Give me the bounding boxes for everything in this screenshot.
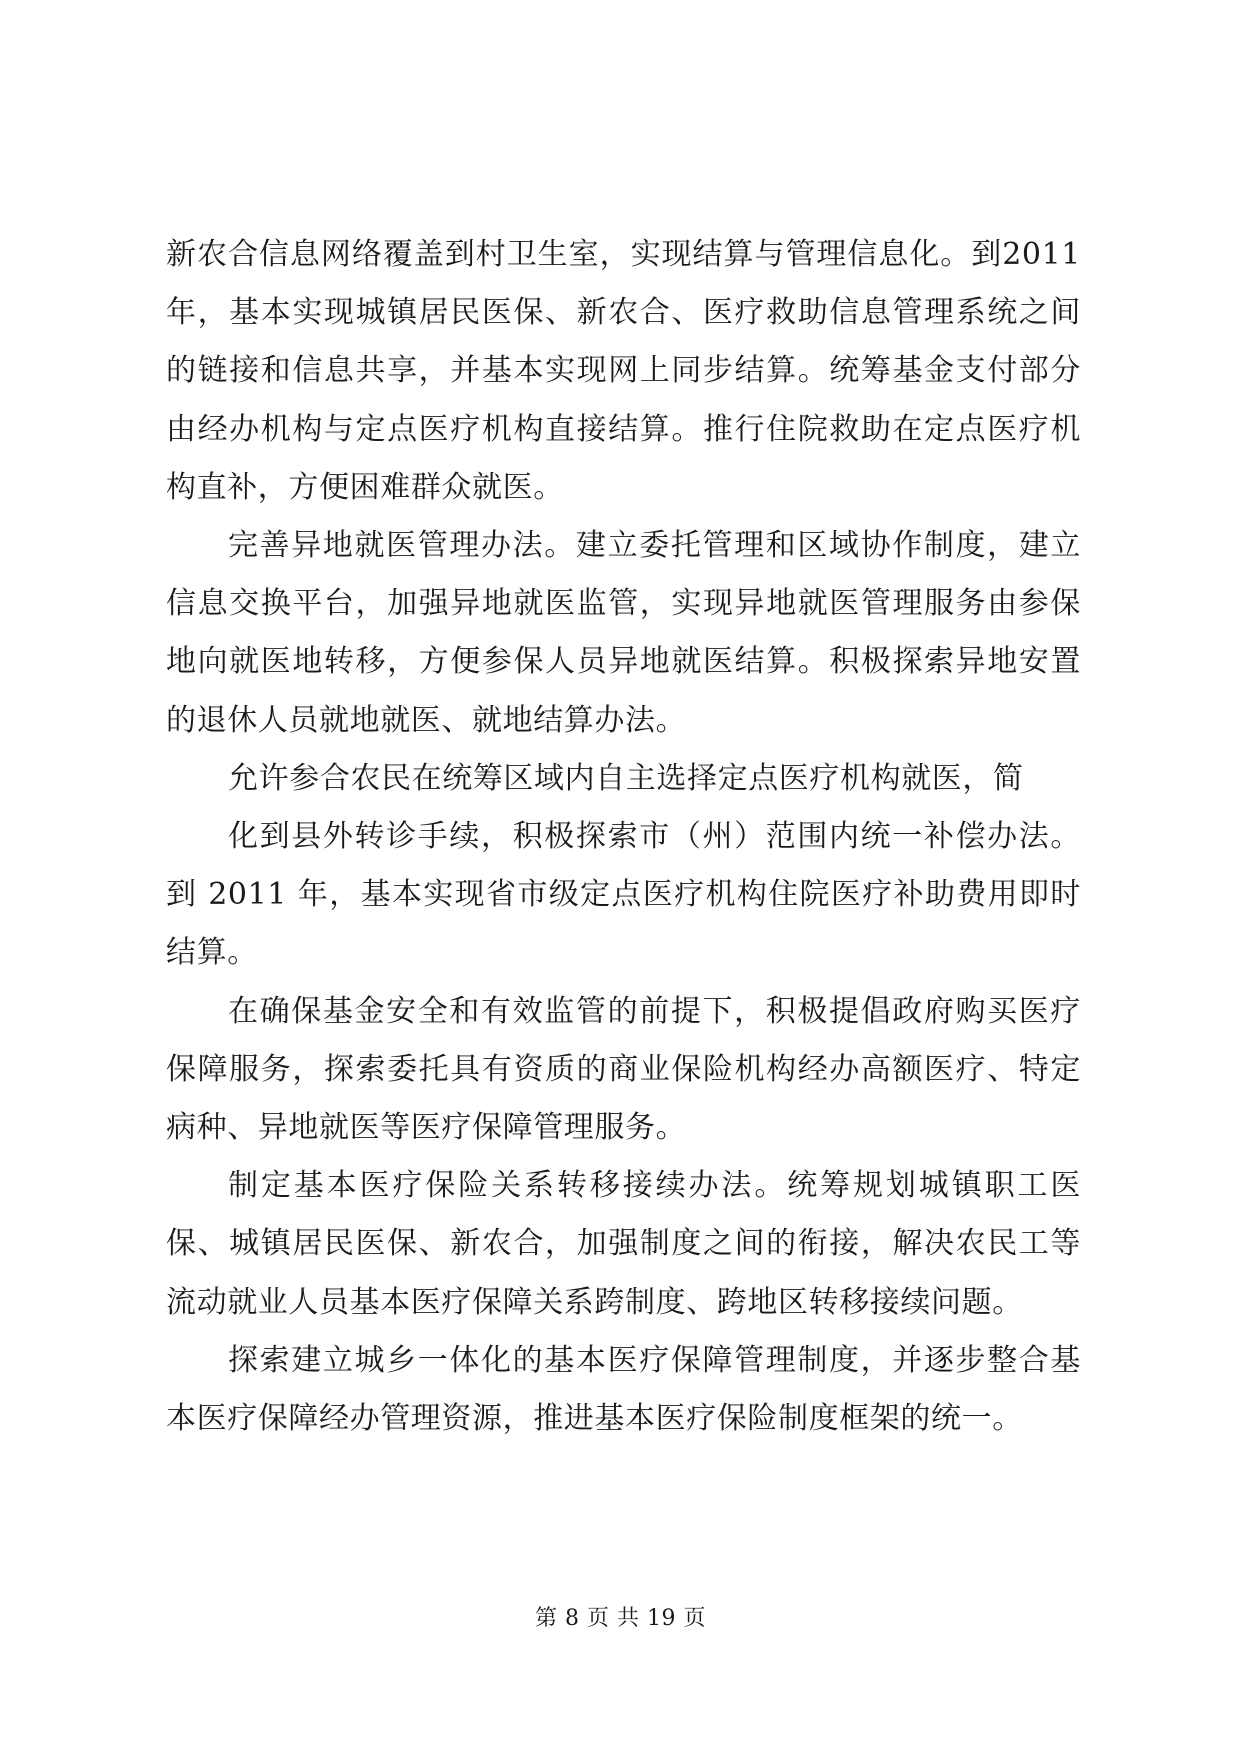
- paragraph-6: 制定基本医疗保险关系转移接续办法。统筹规划城镇职工医保、城镇居民医保、新农合，加强制度之间的衔接，解决农民工等流动就业人员基本医疗保障关系跨制度、跨地区转移接续问题。: [166, 1168, 1081, 1320]
- document-body: [166, 226, 1081, 1448]
- paragraph-5: 在确保基金安全和有效监管的前提下，积极提倡政府购买医疗保障服务，探索委托具有资质的商业保险机构经办高额医疗、特定病种、异地就医等医疗保障管理服务。: [166, 993, 1081, 1146]
- paragraph-2: 完善异地就医管理办法。建立委托管理和区域协作制度，建立信息交换平台，加强异地就医监管，实现异地就医管理服务由参保地向就医地转移，方便参保人员异地就医结算。积极探索异地安置的退休人员就地就医、就地结算办法。: [166, 528, 1081, 738]
- paragraph-4: 化到县外转诊手续，积极探索市（州）范围内统一补偿办法。到 2011 年，基本实现省市级定点医疗机构住院医疗补助费用即时结算。: [166, 819, 1081, 971]
- paragraph-7: 探索建立城乡一体化的基本医疗保障管理制度，并逐步整合基本医疗保障经办管理资源，推进基本医疗保险制度框架的统一。: [166, 1342, 1081, 1437]
- page-number-footer: 第 8 页 共 19 页: [535, 1606, 706, 1631]
- paragraph-3: 允许参合农民在统筹区域内自主选择定点医疗机构就医，简: [228, 760, 1024, 796]
- paragraph-1: 新农合信息网络覆盖到村卫生室，实现结算与管理信息化。到2011 年，基本实现城镇居民医保、新农合、医疗救助信息管理系统之间的链接和信息共享，并基本实现网上同步结算。统筹基金支付部分由经办机构与定点医疗机构直接结算。推行住院救助在定点医疗机构直补，方便困难群众就医。: [166, 237, 1081, 505]
